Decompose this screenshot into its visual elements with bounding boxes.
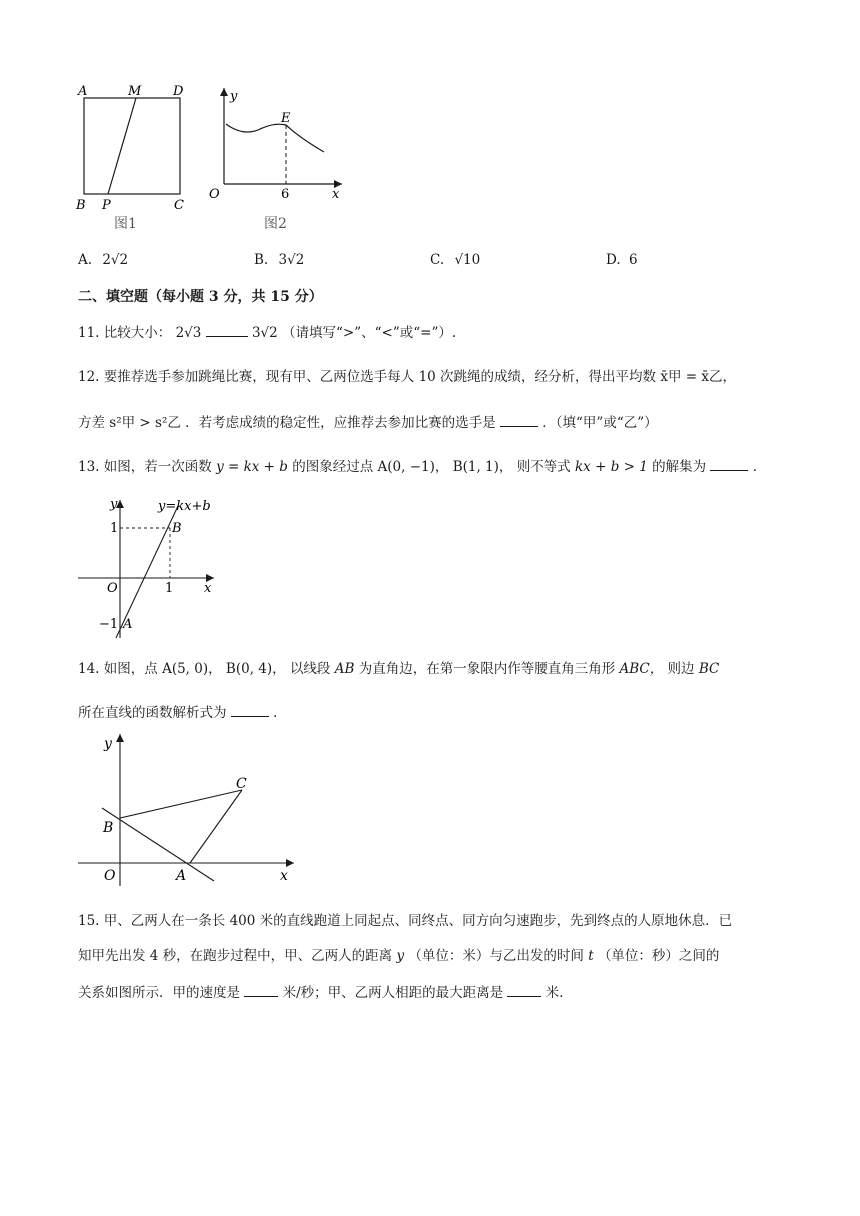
question-15-line2: 知甲先出发 4 秒，在跑步过程中，甲、乙两人的距离 y （单位：米）与乙出发的时间 t （单位：秒）之间的 (78, 948, 720, 964)
origin-label: O (104, 868, 116, 884)
label-m: M (128, 84, 142, 99)
label-a: A (78, 84, 88, 99)
label-p: P (102, 198, 111, 213)
q14-figure (74, 728, 304, 888)
question-15-line1: 15. 甲、乙两人在一条长 400 米的直线跑道上同起点、同终点、同方向匀速跑步，先到终点的人原地休息．已 (78, 913, 733, 929)
question-13: 13. 如图，若一次函数 y = kx + b 的图象经过点 A(0, −1)， B(1, 1)， 则不等式 kx + b > 1 的解集为 ． (78, 456, 766, 477)
point-a-label: A (123, 617, 133, 632)
point-c-label: C (236, 776, 247, 792)
label-c: C (174, 198, 184, 213)
tick-1-y: 1 (110, 521, 119, 536)
section-heading: 二、填空题（每小题 3 分，共 15 分） (78, 289, 323, 305)
q10-figures (70, 80, 360, 240)
label-y: y (230, 89, 238, 104)
label-b: B (76, 198, 86, 213)
axis-y-label: y (104, 736, 112, 752)
tick-neg1: −1 (99, 617, 119, 632)
question-11: 11. 比较大小： 2√3 3√2 （请填写“>”、“<”或“=”）. (78, 322, 456, 343)
question-12-line1: 12. 要推荐选手参加跳绳比赛，现有甲、乙两位选手每人 10 次跳绳的成绩，经分析，得出平均数 x̄甲 = x̄乙， (78, 369, 736, 385)
axis-x-label: x (204, 581, 212, 596)
line-label: y=kx+b (158, 499, 211, 514)
tick-6: 6 (281, 187, 290, 202)
label-o: O (209, 187, 220, 202)
answer-blank (507, 982, 541, 997)
q10-option-b: B. 3√2 (254, 252, 305, 268)
label-e: E (281, 111, 291, 126)
answer-blank (244, 982, 278, 997)
caption-fig2: 图2 (264, 216, 287, 232)
q10-option-d: D. 6 (606, 252, 638, 268)
label-x: x (332, 187, 340, 202)
tick-1-x: 1 (165, 581, 174, 596)
question-15-line3: 关系如图所示．甲的速度是 米/秒；甲、乙两人相距的最大距离是 米． (78, 982, 573, 1003)
origin-label: O (107, 581, 118, 596)
q13-figure (74, 492, 224, 642)
point-a-label: A (176, 868, 187, 884)
point-b-label: B (172, 521, 182, 536)
axis-y-label: y (110, 497, 118, 512)
q10-option-c: C. √10 (430, 252, 481, 268)
answer-blank (231, 702, 269, 717)
answer-blank (710, 456, 748, 471)
caption-fig1: 图1 (114, 216, 137, 232)
q10-option-a: A. 2√2 (78, 252, 129, 268)
question-14-line1: 14. 如图，点 A(5, 0)， B(0, 4)， 以线段 AB 为直角边，在第一象限内作等腰直角三角形 ABC， 则边 BC (78, 661, 720, 677)
axis-x-label: x (280, 868, 288, 884)
answer-blank (500, 412, 538, 427)
question-12-line2: 方差 s²甲 > s²乙 ．若考虑成绩的稳定性，应推荐去参加比赛的选手是 ．（填“甲”或“乙”） (78, 412, 658, 433)
answer-blank (206, 322, 248, 337)
question-14-line2: 所在直线的函数解析式为 ． (78, 702, 287, 723)
label-d: D (173, 84, 184, 99)
point-b-label: B (103, 820, 114, 836)
figure-1 (75, 84, 184, 232)
figure-2 (209, 88, 342, 232)
